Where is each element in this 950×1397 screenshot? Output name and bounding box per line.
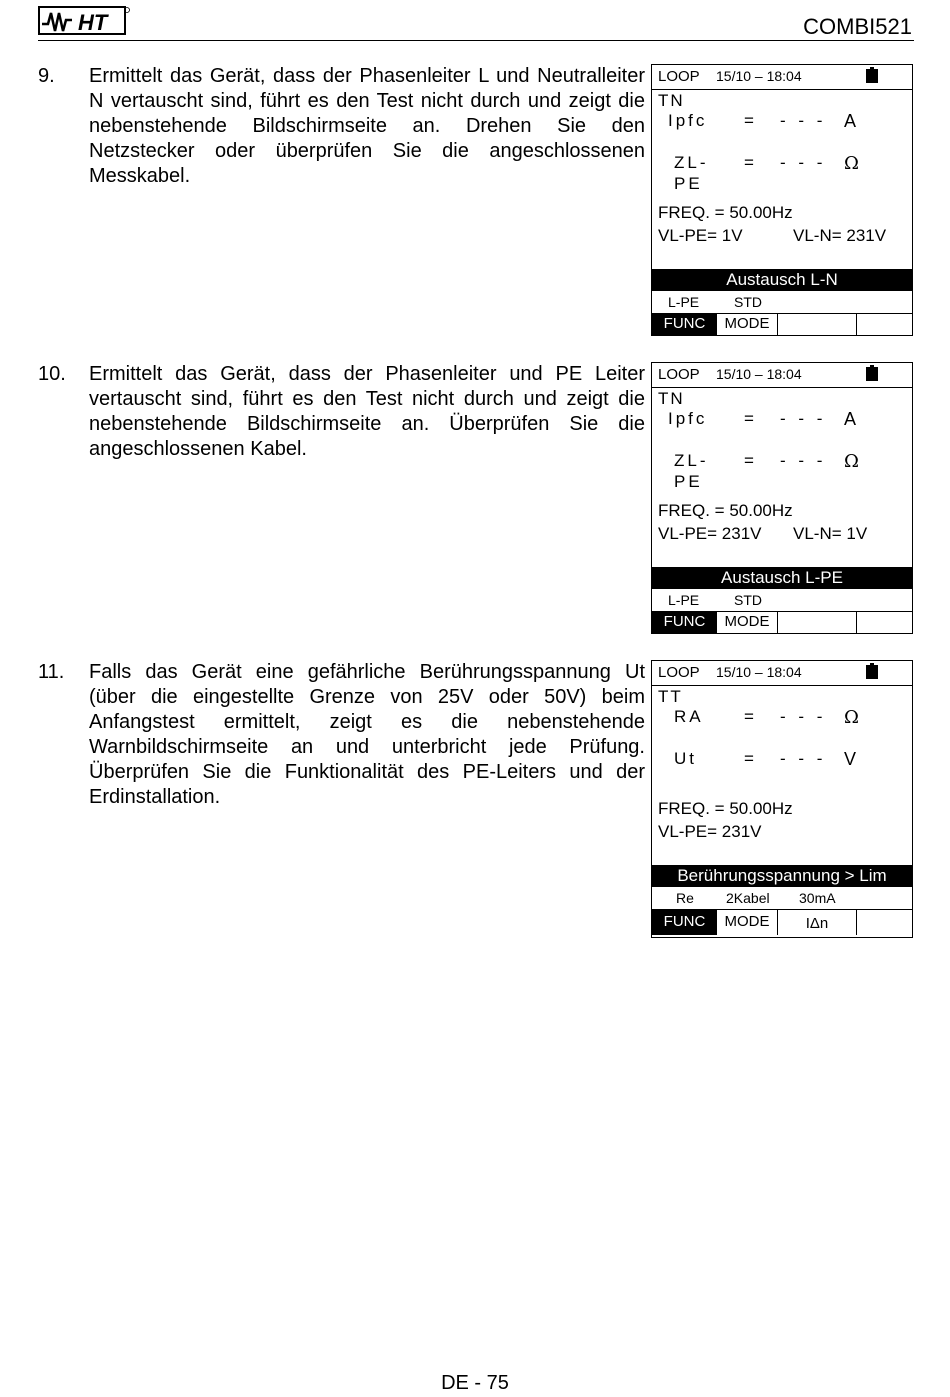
measure-equals: = <box>744 111 754 130</box>
voltage-l-pe: VL-PE= 231V <box>658 524 762 543</box>
screen-softkeys <box>652 313 912 335</box>
sub-option: Re <box>676 890 694 906</box>
battery-icon <box>866 663 878 679</box>
screen-sub-options <box>652 887 912 910</box>
measure-label: Ipfc <box>668 111 708 130</box>
system-type: TT <box>658 687 683 706</box>
softkey-3[interactable] <box>778 313 857 335</box>
screen-status-bar <box>652 363 912 388</box>
measure-label: ZL- <box>674 451 709 470</box>
screen-mode: LOOP <box>658 68 700 85</box>
sub-option: STD <box>734 592 762 608</box>
measure-equals: = <box>744 749 754 768</box>
screen-softkeys <box>652 611 912 633</box>
measure-unit: Ω <box>844 707 859 728</box>
measure-unit: A <box>844 409 857 429</box>
measure-label-line2: PE <box>674 472 703 491</box>
measure-value: - - - <box>780 749 827 768</box>
screen-datetime: 15/10 – 18:04 <box>716 664 802 680</box>
model-name: COMBI521 <box>803 14 912 39</box>
step-number: 9. <box>38 65 55 87</box>
system-type: TN <box>658 91 685 110</box>
instrument-screen <box>651 64 913 336</box>
sub-option: L-PE <box>668 294 700 310</box>
instrument-screen <box>651 362 913 634</box>
screen-datetime: 15/10 – 18:04 <box>716 68 802 84</box>
screen-message: Berührungsspannung > Lim <box>652 865 912 887</box>
softkey-4[interactable] <box>857 909 912 935</box>
measure-value: - - - <box>780 707 827 726</box>
voltage-l-n: VL-N= 1V <box>793 524 868 543</box>
voltage-l-pe: VL-PE= 1V <box>658 226 743 245</box>
screen-status-bar <box>652 65 912 90</box>
screen-mode: LOOP <box>658 664 700 681</box>
measure-unit: A <box>844 111 857 131</box>
sub-option: 30mA <box>799 890 836 906</box>
measure-value: - - - <box>780 111 827 130</box>
screen-message: Austausch L-PE <box>652 567 912 589</box>
softkey-4[interactable] <box>857 611 912 633</box>
measure-unit: Ω <box>844 451 859 472</box>
measure-value: - - - <box>780 153 827 172</box>
step-text: Ermittelt das Gerät, dass der Phasenleiter und PE Leiter vertauscht sind, führt es den Test nicht durch und zeigt die nebenstehende Bildschirmseite an. Überprüfen Sie die angeschlossenen Kabel. <box>89 363 645 460</box>
measure-equals: = <box>744 153 754 172</box>
step-text: Falls das Gerät eine gefährliche Berührungsspannung Ut (über die eingestellte Grenze von 25V oder 50V) beim Anfangstest ermittelt, zeigt es die nebenstehende Warnbildschirmseite an und unterbricht jede Prüfung. Überprüfen Sie die Funktionalität des PE-Leiters und der Erdinstallation. <box>89 661 645 808</box>
ht-logo <box>38 6 130 36</box>
frequency-readout: FREQ. = 50.00Hz <box>658 501 793 520</box>
softkey-3[interactable] <box>778 611 857 633</box>
instrument-screen <box>651 660 913 938</box>
measure-value: - - - <box>780 409 827 428</box>
screen-softkeys <box>652 909 912 935</box>
screen-status-bar <box>652 661 912 686</box>
mode-softkey[interactable]: MODE <box>717 909 778 935</box>
battery-icon <box>866 365 878 381</box>
mode-softkey[interactable]: MODE <box>717 611 778 633</box>
func-softkey[interactable]: FUNC <box>652 313 717 335</box>
measure-label: ZL- <box>674 153 709 172</box>
idn-softkey[interactable]: IΔn <box>778 909 857 935</box>
system-type: TN <box>658 389 685 408</box>
frequency-readout: FREQ. = 50.00Hz <box>658 203 793 222</box>
screen-mode: LOOP <box>658 366 700 383</box>
measure-unit: Ω <box>844 153 859 174</box>
sub-option: L-PE <box>668 592 700 608</box>
measure-equals: = <box>744 451 754 470</box>
measure-label-line2: PE <box>674 174 703 193</box>
func-softkey[interactable]: FUNC <box>652 611 717 633</box>
step-text: Ermittelt das Gerät, dass der Phasenleiter L und Neutralleiter N vertauscht sind, führt es den Test nicht durch und zeigt die nebenstehende Bildschirmseite an. Drehen Sie den Netzstecker oder überprüfen Sie die angeschlossenen Messkabel. <box>89 65 645 187</box>
measure-label: RA <box>674 707 704 726</box>
logo-text: HT <box>78 10 108 35</box>
measure-label: Ipfc <box>668 409 708 428</box>
measure-label: Ut <box>674 749 697 768</box>
screen-message: Austausch L-N <box>652 269 912 291</box>
screen-sub-options <box>652 589 912 612</box>
voltage-l-pe: VL-PE= 231V <box>658 822 762 841</box>
battery-icon <box>866 67 878 83</box>
measure-value: - - - <box>780 451 827 470</box>
screen-datetime: 15/10 – 18:04 <box>716 366 802 382</box>
measure-equals: = <box>744 409 754 428</box>
measure-unit: V <box>844 749 857 769</box>
step-number: 11. <box>38 661 65 683</box>
screen-sub-options <box>652 291 912 314</box>
func-softkey[interactable]: FUNC <box>652 909 717 935</box>
step-number: 10. <box>38 363 66 385</box>
softkey-4[interactable] <box>857 313 912 335</box>
sub-option: 2Kabel <box>726 890 770 906</box>
page-number: DE - 75 <box>441 1372 509 1394</box>
header-divider <box>38 40 914 41</box>
mode-softkey[interactable]: MODE <box>717 313 778 335</box>
measure-equals: = <box>744 707 754 726</box>
frequency-readout: FREQ. = 50.00Hz <box>658 799 793 818</box>
voltage-l-n: VL-N= 231V <box>793 226 887 245</box>
sub-option: STD <box>734 294 762 310</box>
